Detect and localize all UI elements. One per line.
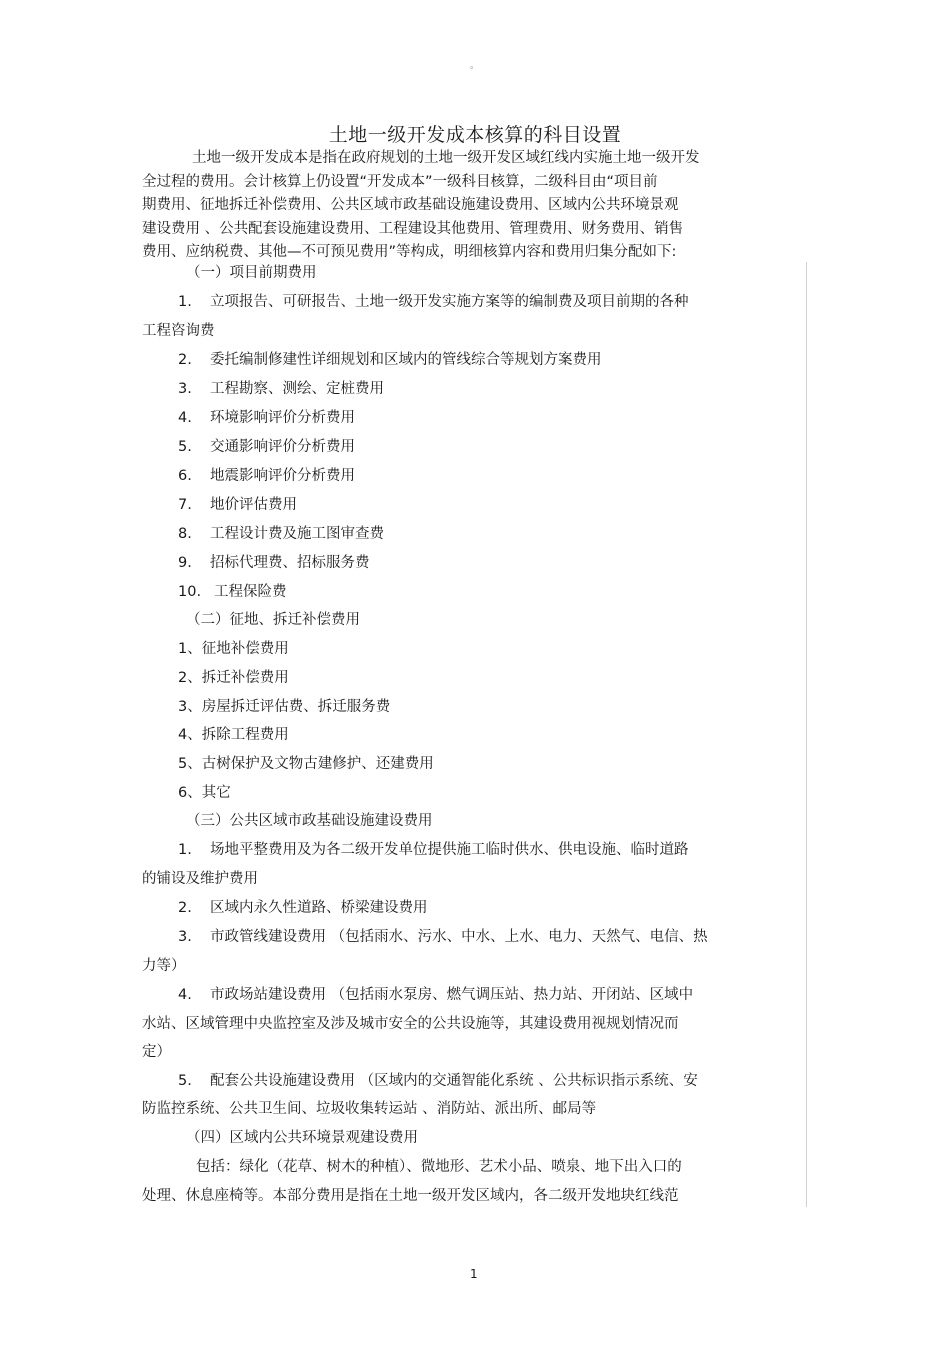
item-number: 4. [178, 987, 192, 1003]
list-item: 1、征地补偿费用 [178, 641, 289, 657]
list-item [178, 379, 384, 399]
list-item [178, 898, 428, 918]
page-title: 土地一级开发成本核算的科目设置 [328, 124, 622, 146]
item-text: 场地平整费用及为各二级开发单位提供施工临时供水、供电设施、临时道路 [210, 842, 689, 858]
list-item [178, 408, 355, 428]
intro-paragraph [142, 147, 754, 265]
intro-line [142, 147, 754, 171]
top-mark: 。 [470, 61, 480, 71]
list-item [178, 495, 297, 515]
list-item [178, 582, 287, 602]
item-text: 工程勘察、测绘、定桩费用 [210, 381, 384, 397]
intro-line: 建设费用 、公共配套设施建设费用、工程建设其他费用、管理费用、财务费用、销售 [142, 220, 684, 237]
list-item [178, 927, 708, 947]
section-heading: （二）征地、拆迁补偿费用 [186, 612, 360, 628]
item-text: 区域内永久性道路、桥梁建设费用 [210, 900, 428, 916]
item-text: 环境影响评价分析费用 [210, 410, 355, 426]
list-item [178, 524, 384, 544]
paragraph-line: 包括：绿化（花草、树木的种植）、微地形、艺术小品、喷泉、地下出入口的 [196, 1159, 682, 1175]
list-item [178, 1071, 698, 1091]
intro-line-text: 土地一级开发成本是指在政府规划的土地一级开发区域红线内实施土地一级开发 [192, 150, 700, 166]
intro-line: 全过程的费用。会计核算上仍设置“开发成本”一级科目核算，二级科目由“项目前 [142, 173, 658, 190]
item-number: 9. [178, 555, 192, 571]
item-number: 5. [178, 1073, 192, 1089]
item-number: 1. [178, 294, 192, 310]
item-text: 地价评估费用 [210, 497, 297, 513]
item-text: 市政场站建设费用 （包括雨水泵房、燃气调压站、热力站、开闭站、区域中 [210, 987, 694, 1003]
item-text: 工程设计费及施工图审查费 [210, 526, 384, 542]
list-item: 2、拆迁补偿费用 [178, 670, 289, 686]
right-margin-rule [806, 262, 807, 1207]
item-number: 10. [178, 584, 202, 600]
item-text: 地震影响评价分析费用 [210, 468, 355, 484]
item-text: 市政管线建设费用 （包括雨水、污水、中水、上水、电力、天然气、电信、热 [210, 929, 708, 945]
list-item [178, 840, 689, 860]
list-item: 6、其它 [178, 785, 231, 801]
section-heading: （四）区域内公共环境景观建设费用 [186, 1130, 418, 1146]
list-item [178, 292, 689, 312]
intro-line: 期费用、征地拆迁补偿费用、公共区域市政基础设施建设费用、区域内公共环境景观 [142, 197, 679, 213]
item-text: 交通影响评价分析费用 [210, 439, 355, 455]
item-continuation: 水站、区域管理中央监控室及涉及城市安全的公共设施等，其建设费用视规划情况而 [142, 1016, 679, 1032]
item-text: 配套公共设施建设费用 （区域内的交通智能化系统 、公共标识指示系统、安 [210, 1073, 698, 1089]
list-item [178, 437, 355, 457]
item-number: 2. [178, 900, 192, 916]
item-number: 7. [178, 497, 192, 513]
page-number: 1 [470, 1267, 478, 1281]
item-number: 1. [178, 842, 192, 858]
list-item: 4、拆除工程费用 [178, 727, 289, 743]
section-heading: （一）项目前期费用 [186, 265, 317, 281]
paragraph-line: 处理、休息座椅等。本部分费用是指在土地一级开发区域内，各二级开发地块红线范 [142, 1188, 679, 1204]
item-continuation: 防监控系统、公共卫生间、垃圾收集转运站 、消防站、派出所、邮局等 [142, 1101, 597, 1117]
item-number: 6. [178, 468, 192, 484]
item-number: 3. [178, 929, 192, 945]
item-number: 3. [178, 381, 192, 397]
item-text: 委托编制修建性详细规划和区域内的管线综合等规划方案费用 [210, 352, 602, 368]
item-text: 招标代理费、招标服务费 [210, 555, 370, 571]
item-number: 2. [178, 352, 192, 368]
item-continuation: 定） [142, 1044, 171, 1060]
list-item [178, 985, 693, 1005]
list-item: 3、房屋拆迁评估费、拆迁服务费 [178, 699, 391, 715]
list-item [178, 466, 355, 486]
item-number: 5. [178, 439, 192, 455]
item-text: 工程保险费 [214, 584, 287, 600]
list-item [178, 553, 370, 573]
intro-line: 费用、应纳税费、其他—不可预见费用”等构成，明细核算内容和费用归集分配如下: [142, 244, 677, 260]
item-number: 4. [178, 410, 192, 426]
item-continuation: 的铺设及维护费用 [142, 871, 258, 887]
list-item [178, 350, 602, 370]
list-item: 5、古树保护及文物古建修护、还建费用 [178, 756, 434, 772]
section-heading: （三）公共区域市政基础设施建设费用 [186, 813, 433, 829]
item-number: 8. [178, 526, 192, 542]
item-continuation: 力等） [142, 958, 186, 974]
item-text: 立项报告、可研报告、土地一级开发实施方案等的编制费及项目前期的各种 [210, 294, 689, 310]
item-continuation: 工程咨询费 [142, 323, 215, 339]
